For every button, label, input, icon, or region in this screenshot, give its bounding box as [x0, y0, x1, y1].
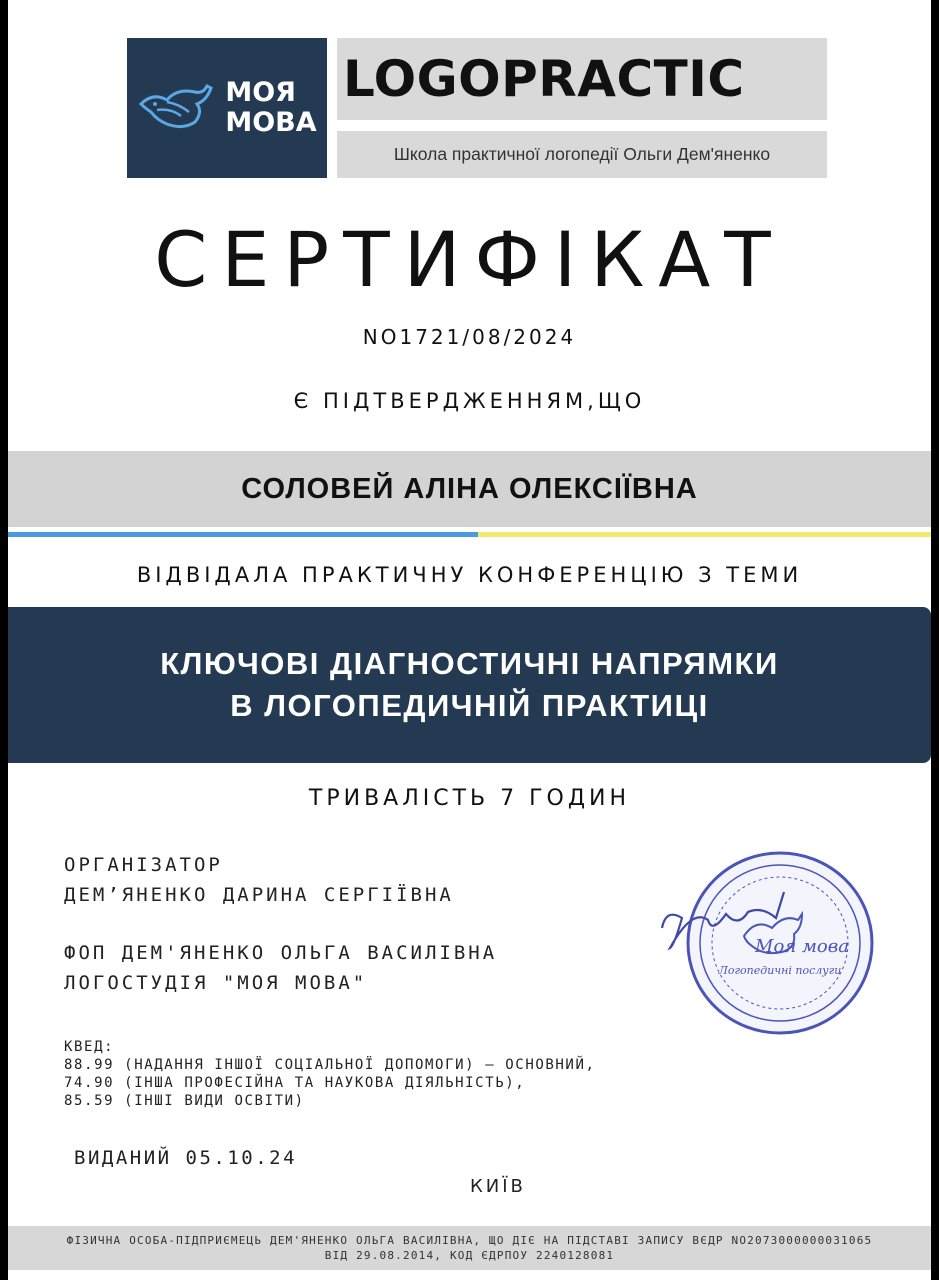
recipient-name: СОЛОВЕЙ АЛІНА ОЛЕКСІЇВНА [241, 472, 698, 505]
brand-name: LOGOPRACTIC [343, 50, 745, 108]
fop-name: ФОП ДЕМ'ЯНЕНКО ОЛЬГА ВАСИЛІВНА [64, 942, 498, 964]
duration-text: ТРИВАЛІСТЬ 7 ГОДИН [308, 786, 631, 811]
city: КИЇВ [470, 1176, 526, 1197]
recipient-band [8, 451, 931, 527]
stamp-center-name: Моя мова [755, 936, 849, 957]
flag-stripe-yellow [478, 532, 931, 537]
kved-block [64, 1038, 596, 1110]
brand-subtitle-box [337, 131, 827, 178]
footer-line-2: ВІД 29.08.2014, КОД ЄДРПОУ 2240128081 [324, 1249, 615, 1262]
studio-name: ЛОГОСТУДІЯ "МОЯ МОВА" [64, 972, 368, 994]
certificate-number: NO1721/08/2024 [362, 325, 577, 349]
stamp-service: Логопедичні послуги [718, 964, 842, 977]
logo-line-1: МОЯ [225, 77, 296, 108]
moya-mova-logo [127, 38, 327, 178]
fop-block [64, 938, 497, 998]
organizer-block [64, 850, 454, 910]
kved-label: КВЕД: [64, 1039, 115, 1055]
footer-line-1: ФІЗИЧНА ОСОБА-ПІДПРИЄМЕЦЬ ДЕМ'ЯНЕНКО ОЛЬГА ВАСИЛІВНА, ЩО ДІЄ НА ПІДСТАВІ ЗАПИСУ ВЄДР NO2073000000031065 [66, 1234, 873, 1247]
topic-line-2: В ЛОГОПЕДИЧНІЙ ПРАКТИЦІ [230, 688, 709, 723]
confirmation-text: Є ПІДТВЕРДЖЕННЯМ,ЩО [293, 389, 646, 413]
brand-subtitle: Школа практичної логопедії Ольги Дем'яненко [393, 144, 771, 164]
kved-line: 85.59 (ІНШІ ВИДИ ОСВІТИ) [64, 1093, 305, 1109]
organizer-name: ДЕМ’ЯНЕНКО ДАРИНА СЕРГІЇВНА [64, 884, 454, 906]
issued-date: ВИДАНИЙ 05.10.24 [74, 1147, 298, 1169]
kved-line: 88.99 (НАДАННЯ ІНШОЇ СОЦІАЛЬНОЇ ДОПОМОГИ) – ОСНОВНИЙ, [64, 1057, 596, 1073]
topic-line-1: КЛЮЧОВІ ДІАГНОСТИЧНІ НАПРЯМКИ [160, 646, 779, 681]
bird-icon [137, 78, 221, 138]
certificate-title: СЕРТИФІКАТ [154, 215, 785, 304]
certificate-page [8, 0, 931, 1280]
legal-footer [8, 1226, 931, 1270]
official-stamp [652, 848, 874, 1038]
topic-banner [8, 607, 931, 763]
flag-stripe-blue [8, 532, 478, 537]
organizer-label: ОРГАНІЗАТОР [64, 854, 223, 876]
attended-text: ВІДВІДАЛА ПРАКТИЧНУ КОНФЕРЕНЦІЮ З ТЕМИ [136, 563, 803, 587]
kved-line: 74.90 (ІНША ПРОФЕСІЙНА ТА НАУКОВА ДІЯЛЬНІСТЬ), [64, 1075, 526, 1091]
brand-name-box [337, 38, 827, 120]
logo-line-2: МОВА [225, 107, 317, 138]
